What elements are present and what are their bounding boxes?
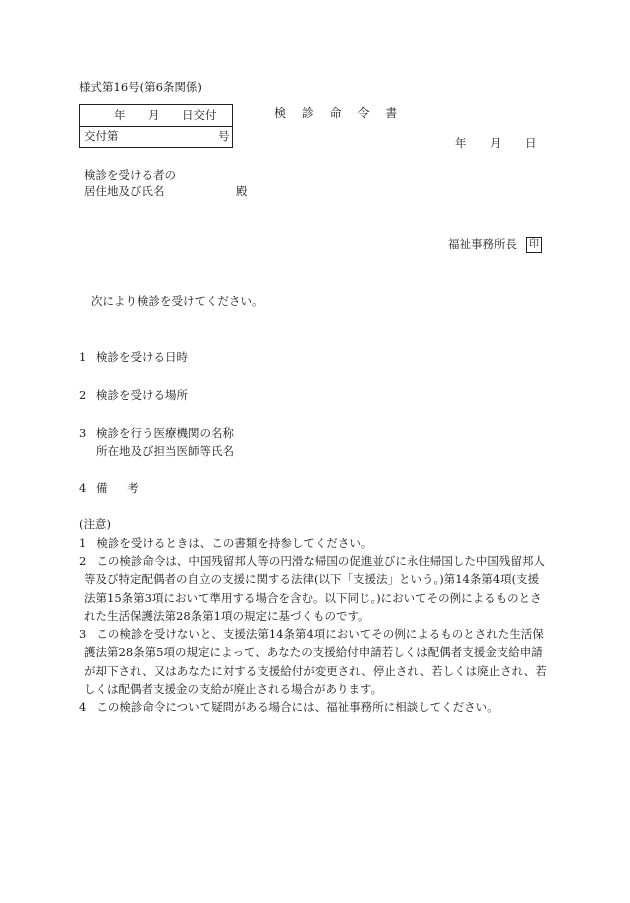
note-1 [79, 534, 555, 552]
item-label: 検診を受ける日時 [96, 350, 188, 364]
note-number: 3 [79, 627, 87, 641]
date-year: 年 [455, 136, 467, 150]
note-text-line: この検診を受けないと、支援法第14条第4項においてその例によるものとされた生活保 [96, 627, 544, 641]
recipient-line-2: 居住地及び氏名 [84, 184, 165, 198]
notes-heading: (注意) [79, 517, 111, 531]
item-number: 4 [79, 481, 87, 495]
document-title: 検 診 命 令 書 [274, 106, 404, 120]
issue-number-prefix: 交付第 [84, 129, 119, 143]
issue-number-suffix: 号 [218, 129, 230, 143]
note-text-line: この検診命令は、中国残留邦人等の円滑な帰国の促進並びに永住帰国した中国残留邦人 [96, 554, 545, 568]
issue-number-row [80, 126, 232, 147]
item-label: 備 考 [96, 481, 147, 495]
issuer-name: 福祉事務所長 [448, 237, 517, 251]
item-number: 3 [79, 426, 87, 440]
note-text-line: しくは配偶者支援金の支給が廃止される場合があります。 [84, 681, 383, 696]
note-text: 検診を受けるときは、この書類を持参してください。 [96, 536, 373, 550]
note-text-line: れた生活保護法第28条第1項の規定に基づくものです。 [84, 608, 370, 623]
item-label: 検診を受ける場所 [96, 388, 188, 402]
date-day: 日 [525, 136, 537, 150]
note-4 [79, 698, 555, 716]
note-text-line: 等及び特定配偶者の自立の支援に関する法律(以下「支援法」という。)第14条第4項(支援 [84, 572, 540, 587]
seal-stamp: 印 [526, 237, 542, 253]
item-number: 1 [79, 350, 87, 364]
issue-year: 年 [114, 108, 126, 122]
item-label: 検診を行う医療機関の名称 [96, 426, 234, 440]
form-label: 様式第16号(第6条関係) [79, 80, 202, 94]
note-text-line: 法第15条第3項において準用する場合を含む。以下同じ。)においてその例によるものとさ [84, 590, 542, 605]
note-text-line: 護法第28条第5項の規定によって、あなたの支援給付申請若しくは配偶者支援金支給申請 [84, 645, 543, 660]
item-number: 2 [79, 388, 87, 402]
note-3 [79, 625, 555, 698]
note-number: 1 [79, 536, 87, 550]
instruction-text: 次により検診を受けてください。 [91, 294, 264, 308]
recipient-line-1: 検診を受ける者の [84, 168, 176, 182]
issue-date-row [80, 105, 232, 127]
issue-day: 日交付 [182, 108, 217, 122]
item-label-secondary: 所在地及び担当医師等氏名 [96, 444, 234, 458]
issue-month: 月 [148, 108, 160, 122]
note-text-line: が却下され、又はあなたに対する支援給付が変更され、停止され、若しくは廃止され、若 [84, 663, 547, 678]
note-text: この検診命令について疑問がある場合には、福祉事務所に相談してください。 [96, 700, 499, 714]
note-2 [79, 552, 555, 625]
issue-box [79, 104, 233, 148]
note-number: 2 [79, 554, 87, 568]
date-month: 月 [490, 136, 502, 150]
recipient-honorific: 殿 [236, 184, 248, 198]
note-number: 4 [79, 700, 87, 714]
